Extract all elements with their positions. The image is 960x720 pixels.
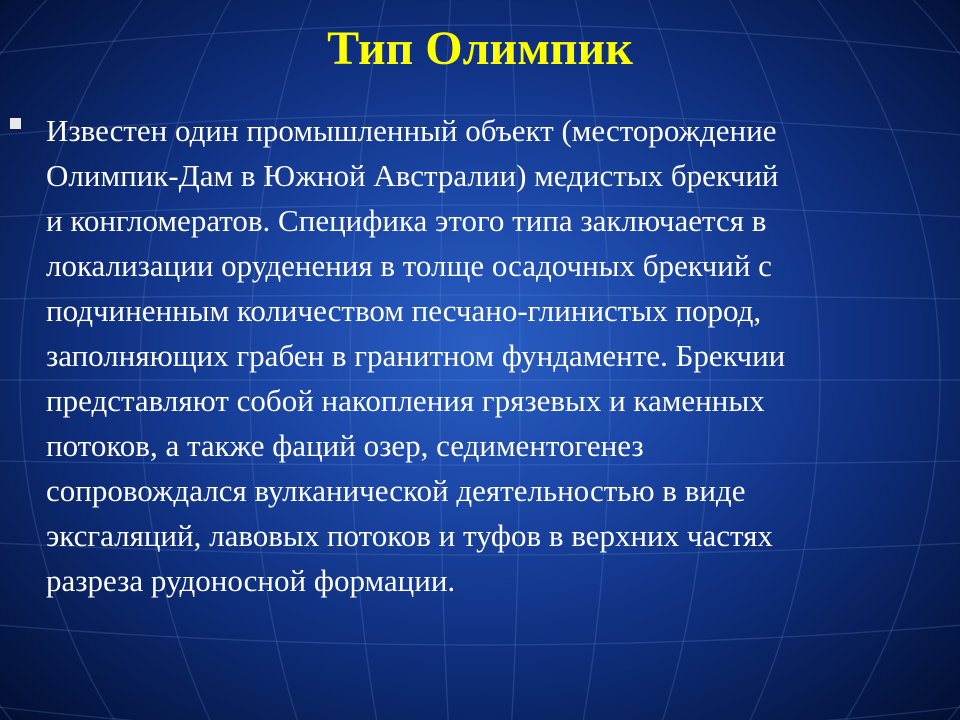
bullet-text: Известен один промышленный объект (месторождение Олимпик-Дам в Южной Австралии) медистых брекчий и конгломератов. Специфика этого типа заключается в локализации оруденения в толще осадочных брекчий с подчиненным количеством песчано-глинистых пород, заполняющих грабен в гранитном фундаменте. Брекчии представляют собой накопления грязевых и каменных потоков, а также фаций озер, седиментогенез сопровождался вулканической деятельностью в виде эксгаляций, лавовых потоков и туфов в верхних частях разреза рудоносной формации. [46, 113, 786, 598]
slide-title: Тип Олимпик [327, 22, 633, 75]
bullet-item [10, 108, 940, 603]
square-bullet-icon [10, 118, 21, 129]
